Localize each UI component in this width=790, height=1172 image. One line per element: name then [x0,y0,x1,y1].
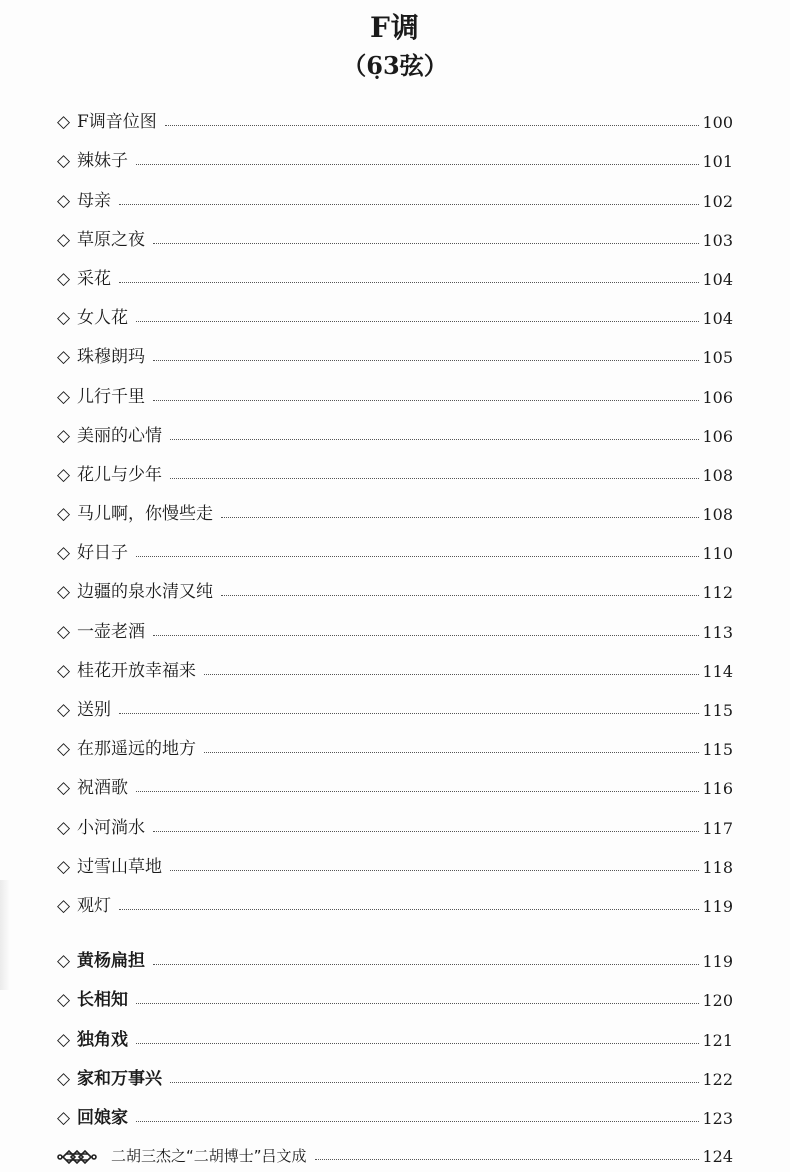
dot-leader [315,1159,700,1160]
toc-entry[interactable] [57,762,733,801]
toc-entry-page-number: 113 [702,622,733,642]
dot-leader [153,360,699,361]
dot-leader [119,713,699,714]
toc-entry-title: 采花 [77,268,111,289]
diamond-outline-icon: ◇ [57,951,71,972]
toc-entry-title: 儿行千里 [77,386,145,407]
diamond-outline-icon: ◇ [57,386,71,407]
toc-entry[interactable] [57,1053,733,1092]
diamond-outline-icon: ◇ [57,895,71,916]
page-title: F调 [370,11,420,44]
toc-entry[interactable] [57,410,733,449]
dot-leader [221,517,699,518]
dot-leader [153,831,699,832]
toc-entry-page-number: 102 [702,191,733,211]
dot-leader [170,1082,699,1083]
dot-leader [153,635,699,636]
toc-entry-page-number: 103 [702,230,733,250]
toc-entry-page-number: 119 [702,896,733,916]
toc-entry-page-number: 118 [702,857,733,877]
toc-entry[interactable] [57,174,733,213]
toc-entry-title: 送别 [77,700,111,720]
toc-entry-title: 花儿与少年 [77,464,162,485]
toc-entry-page-number: 108 [702,505,733,525]
toc-entry[interactable] [57,135,733,174]
toc-entry-title: 草原之夜 [77,229,145,250]
dot-leader [119,909,699,910]
toc-entry[interactable] [57,449,733,488]
toc-entry-page-number: 114 [702,661,733,681]
diamond-outline-icon: ◇ [57,990,71,1011]
toc-entry-title: 好日子 [77,543,128,564]
toc-entry-page-number: 115 [702,740,733,760]
dot-leader [119,204,699,205]
toc-entry-page-number: 106 [702,387,733,407]
toc-entry[interactable] [57,566,733,605]
dot-leader [136,791,699,792]
toc-entry-page-number: 104 [702,269,733,289]
toc-entry-page-number: 117 [702,818,733,838]
toc-section-1 [57,96,733,919]
toc-entry[interactable] [57,605,733,644]
toc-entry-page-number: 119 [702,952,733,972]
dot-leader [170,439,699,440]
toc-entry-page-number: 120 [702,991,733,1011]
toc-entry[interactable] [57,841,733,880]
toc-entry[interactable] [57,1013,733,1052]
toc-entry-title: 母亲 [77,190,111,211]
toc-entry-title: 独角戏 [77,1029,128,1050]
toc-entry-title: 祝酒歌 [77,778,128,799]
toc-entry[interactable] [57,1092,733,1131]
toc-entry[interactable] [57,527,733,566]
toc-entry-page-number: 115 [702,701,733,720]
footer-credit-label: 二胡三杰之“二胡博士”吕文成 [111,1147,307,1165]
dot-leader [136,321,699,322]
page-subtitle: （6̣3弦） [342,51,448,80]
toc-entry[interactable] [57,292,733,331]
toc-entry-title: 边疆的泉水清又纯 [77,582,213,603]
toc-section-2 [57,935,733,1131]
scan-edge-shadow [0,880,10,990]
dot-leader [170,870,699,871]
toc-entry-page-number: 101 [702,152,733,172]
diamond-outline-icon: ◇ [57,464,71,485]
dot-leader [153,400,699,401]
toc-entry[interactable] [57,331,733,370]
toc-entry-page-number: 104 [702,309,733,329]
diamond-outline-icon: ◇ [57,621,71,642]
toc-entry[interactable] [57,370,733,409]
diamond-outline-icon: ◇ [57,151,71,172]
diamond-outline-icon: ◇ [57,190,71,211]
diamond-outline-icon: ◇ [57,1029,71,1050]
toc-entry[interactable] [57,880,733,919]
toc-entry-title: 辣妹子 [77,151,128,172]
dot-leader [136,164,699,165]
toc-entry-page-number: 121 [702,1030,733,1050]
dot-leader [136,1121,699,1122]
dot-leader [165,125,700,126]
diamond-outline-icon: ◇ [57,268,71,289]
toc-entry-title: 女人花 [77,308,128,329]
toc-entry-page-number: 112 [702,583,733,603]
endless-knot-icon [57,1145,97,1169]
toc-entry-title: 黄杨扁担 [77,951,145,972]
diamond-outline-icon: ◇ [57,817,71,838]
diamond-outline-icon: ◇ [57,308,71,329]
toc-entry[interactable] [57,214,733,253]
dot-leader [204,752,699,753]
diamond-outline-icon: ◇ [57,739,71,760]
toc-entry[interactable] [57,645,733,684]
toc-entry-title: 桂花开放幸福来 [77,660,196,681]
diamond-outline-icon: ◇ [57,347,71,368]
diamond-outline-icon: ◇ [57,778,71,799]
dot-leader [136,1043,699,1044]
toc-entry-page-number: 116 [702,779,733,799]
diamond-outline-icon: ◇ [57,425,71,446]
toc-entry-title: 小河淌水 [77,817,145,838]
section-gap [57,919,733,935]
dot-leader [153,964,699,965]
diamond-outline-icon: ◇ [57,700,71,720]
diamond-outline-icon: ◇ [57,1107,71,1128]
footer-page-number: 124 [702,1147,733,1166]
toc-entry[interactable] [57,96,733,135]
toc-entry[interactable] [57,723,733,762]
diamond-outline-icon: ◇ [57,229,71,250]
dot-leader [136,556,699,557]
diamond-outline-icon: ◇ [57,543,71,564]
toc-entry-title: 珠穆朗玛 [77,347,145,368]
dot-leader [221,595,699,596]
toc-entry[interactable] [57,935,733,974]
toc-entry-title: F调音位图 [77,112,157,133]
dot-leader [119,282,699,283]
diamond-outline-icon: ◇ [57,504,71,525]
toc-entry-title: 长相知 [77,990,128,1011]
toc-entry-title: 在那遥远的地方 [77,739,196,760]
toc-entry-title: 过雪山草地 [77,856,162,877]
toc-entry-title: 一壶老酒 [77,621,145,642]
toc-entry[interactable] [57,801,733,840]
toc-entry-page-number: 122 [702,1069,733,1089]
toc-entry[interactable] [57,253,733,292]
toc-entry-title: 家和万事兴 [77,1068,162,1089]
toc-entry-page-number: 100 [702,113,733,133]
toc-entry-page-number: 110 [702,544,733,564]
toc-entry-title: 马儿啊，你慢些走 [77,504,213,525]
toc-entry-page-number: 108 [702,465,733,485]
toc-entry[interactable] [57,488,733,527]
toc-entry[interactable] [57,684,733,723]
diamond-outline-icon: ◇ [57,1068,71,1089]
dot-leader [136,1003,699,1004]
dot-leader [170,478,699,479]
diamond-outline-icon: ◇ [57,112,71,133]
footer-entry [57,1143,733,1169]
dot-leader [204,674,699,675]
toc-entry-page-number: 105 [702,348,733,368]
diamond-outline-icon: ◇ [57,856,71,877]
diamond-outline-icon: ◇ [57,660,71,681]
toc-entry-title: 回娘家 [77,1107,128,1128]
toc-entry[interactable] [57,974,733,1013]
dot-leader [153,243,699,244]
toc-entry-title: 观灯 [77,895,111,916]
toc-entry-page-number: 106 [702,426,733,446]
diamond-outline-icon: ◇ [57,582,71,603]
table-of-contents [57,96,733,1131]
toc-entry-page-number: 123 [702,1108,733,1128]
toc-entry-title: 美丽的心情 [77,425,162,446]
